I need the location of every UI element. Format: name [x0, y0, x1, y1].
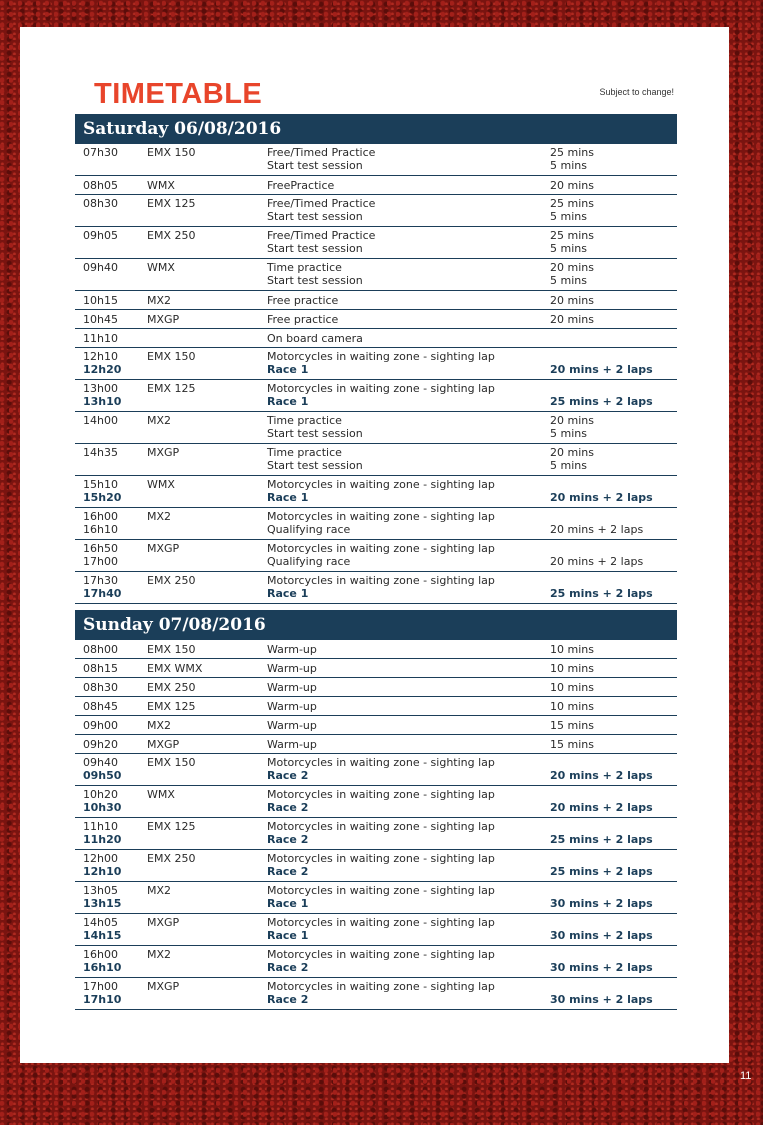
start-time: 08h15 — [83, 662, 118, 675]
activity-cell — [267, 146, 375, 172]
activity-line: Motorcycles in waiting zone - sighting lap — [267, 948, 495, 961]
table-row — [75, 735, 677, 754]
start-time: 16h00 — [83, 510, 118, 523]
duration-cell: 25 mins + 2 laps — [550, 587, 653, 600]
duration-line: 15 mins — [550, 719, 594, 732]
activity-cell — [267, 916, 495, 942]
table-row — [75, 572, 677, 604]
sunday-rows — [75, 640, 677, 1010]
table-row — [75, 882, 677, 914]
duration-line: 10 mins — [550, 681, 594, 694]
duration-line: 25 mins — [550, 146, 594, 159]
class-cell: EMX 125 — [147, 197, 196, 210]
activity-line: Time practice — [267, 261, 342, 274]
activity-cell — [267, 788, 495, 814]
time-cell — [83, 738, 118, 751]
duration-cell: 25 mins + 2 laps — [550, 395, 653, 408]
activity-sub-line: Race 1 — [267, 395, 309, 408]
activity-cell — [267, 350, 495, 376]
start-time: 08h00 — [83, 643, 118, 656]
activity-cell — [267, 884, 495, 910]
activity-cell — [267, 414, 363, 440]
time-cell — [83, 197, 118, 210]
duration-cell — [550, 313, 594, 326]
activity-cell — [267, 681, 317, 694]
start-time: 11h10 — [83, 332, 118, 345]
race-start-time: 12h10 — [83, 865, 122, 878]
activity-sub-line: Race 2 — [267, 865, 309, 878]
table-row — [75, 508, 677, 540]
activity-sub-line: Race 1 — [267, 491, 309, 504]
class-cell: MX2 — [147, 884, 172, 897]
duration-cell: 30 mins + 2 laps — [550, 897, 653, 910]
time-cell — [83, 446, 118, 459]
activity-cell — [267, 446, 363, 472]
duration-line: 25 mins — [550, 229, 594, 242]
table-row — [75, 786, 677, 818]
duration-cell — [550, 146, 594, 172]
time-cell — [83, 948, 121, 974]
activity-cell — [267, 738, 317, 751]
race-start-time: 16h10 — [83, 523, 118, 536]
duration-cell — [550, 446, 594, 472]
time-cell — [83, 884, 121, 910]
activity-sub-line: Race 2 — [267, 993, 309, 1006]
activity-cell — [267, 294, 338, 307]
activity-line: Motorcycles in waiting zone - sighting lap — [267, 574, 495, 587]
activity-line: Free practice — [267, 294, 339, 307]
activity-line: Free/Timed Practice — [267, 146, 376, 159]
time-cell — [83, 146, 118, 159]
table-row — [75, 659, 677, 678]
class-cell: MX2 — [147, 510, 172, 523]
class-cell: EMX 150 — [147, 350, 196, 363]
duration-sub-line: 5 mins — [550, 159, 587, 172]
activity-cell — [267, 662, 317, 675]
class-cell: EMX 150 — [147, 146, 196, 159]
activity-sub-line: Race 2 — [267, 769, 309, 782]
class-cell: MXGP — [147, 980, 180, 993]
table-row — [75, 476, 677, 508]
duration-cell: 25 mins + 2 laps — [550, 833, 653, 846]
start-time: 08h45 — [83, 700, 118, 713]
activity-line: Time practice — [267, 446, 342, 459]
duration-cell — [550, 414, 594, 440]
duration-cell — [550, 662, 594, 675]
class-cell: MXGP — [147, 542, 180, 555]
activity-cell — [267, 313, 338, 326]
activity-cell — [267, 197, 375, 223]
activity-cell — [267, 510, 495, 536]
activity-sub-line: Qualifying race — [267, 555, 351, 568]
start-time: 10h15 — [83, 294, 118, 307]
time-cell — [83, 510, 118, 536]
duration-cell — [550, 229, 594, 255]
duration-sub-line: 5 mins — [550, 210, 587, 223]
activity-cell — [267, 719, 317, 732]
activity-line: Warm-up — [267, 662, 317, 675]
activity-line: Motorcycles in waiting zone - sighting lap — [267, 478, 495, 491]
activity-sub-line: Race 2 — [267, 833, 309, 846]
table-row — [75, 329, 677, 348]
activity-line: On board camera — [267, 332, 363, 345]
class-cell: WMX — [147, 788, 175, 801]
class-cell: MXGP — [147, 738, 180, 751]
activity-line: Time practice — [267, 414, 342, 427]
table-row — [75, 697, 677, 716]
duration-cell: 30 mins + 2 laps — [550, 961, 653, 974]
activity-sub-line: Start test session — [267, 427, 363, 440]
start-time: 16h00 — [83, 948, 118, 961]
start-time: 09h40 — [83, 756, 118, 769]
class-cell: EMX 150 — [147, 756, 196, 769]
table-row — [75, 176, 677, 195]
start-time: 07h30 — [83, 146, 118, 159]
activity-cell — [267, 756, 495, 782]
duration-cell: 30 mins + 2 laps — [550, 993, 653, 1006]
class-cell: MXGP — [147, 916, 180, 929]
table-row — [75, 144, 677, 176]
start-time: 15h10 — [83, 478, 118, 491]
class-cell: MXGP — [147, 313, 180, 326]
start-time: 10h20 — [83, 788, 118, 801]
time-cell — [83, 980, 121, 1006]
race-start-time: 16h10 — [83, 961, 122, 974]
table-row — [75, 946, 677, 978]
class-cell: EMX WMX — [147, 662, 203, 675]
time-cell — [83, 643, 118, 656]
table-row — [75, 818, 677, 850]
saturday-section — [75, 114, 677, 604]
time-cell — [83, 788, 121, 814]
time-cell — [83, 756, 121, 782]
saturday-rows — [75, 144, 677, 604]
duration-cell — [550, 681, 594, 694]
time-cell — [83, 681, 118, 694]
duration-cell — [550, 719, 594, 732]
activity-cell — [267, 382, 495, 408]
duration-line: 20 mins — [550, 294, 594, 307]
activity-sub-line: Start test session — [267, 459, 363, 472]
class-cell: EMX 125 — [147, 820, 196, 833]
class-cell: MX2 — [147, 414, 172, 427]
race-start-time: 15h20 — [83, 491, 122, 504]
class-cell: MXGP — [147, 446, 180, 459]
start-time: 14h05 — [83, 916, 118, 929]
class-cell: WMX — [147, 179, 175, 192]
duration-cell — [550, 643, 594, 656]
table-row — [75, 640, 677, 659]
duration-line: 20 mins — [550, 261, 594, 274]
activity-line: Motorcycles in waiting zone - sighting lap — [267, 916, 495, 929]
start-time: 10h45 — [83, 313, 118, 326]
activity-cell — [267, 179, 334, 192]
table-row — [75, 259, 677, 291]
duration-line: 20 mins — [550, 313, 594, 326]
time-cell — [83, 229, 118, 242]
start-time: 17h30 — [83, 574, 118, 587]
table-row — [75, 310, 677, 329]
activity-sub-line: Race 2 — [267, 801, 309, 814]
activity-line: FreePractice — [267, 179, 335, 192]
saturday-heading: Saturday 06/08/2016 — [75, 114, 677, 144]
time-cell — [83, 350, 121, 376]
time-cell — [83, 820, 121, 846]
activity-cell — [267, 948, 495, 974]
start-time: 14h00 — [83, 414, 118, 427]
class-cell: EMX 250 — [147, 229, 196, 242]
start-time: 08h30 — [83, 197, 118, 210]
activity-line: Warm-up — [267, 719, 317, 732]
table-row — [75, 914, 677, 946]
activity-cell — [267, 980, 495, 1006]
race-start-time: 14h15 — [83, 929, 122, 942]
race-start-time: 13h10 — [83, 395, 122, 408]
race-start-time: 17h10 — [83, 993, 122, 1006]
table-row — [75, 291, 677, 310]
time-cell — [83, 478, 121, 504]
race-start-time: 17h00 — [83, 555, 118, 568]
time-cell — [83, 574, 121, 600]
activity-line: Warm-up — [267, 700, 317, 713]
duration-line: 20 mins — [550, 446, 594, 459]
start-time: 13h00 — [83, 382, 118, 395]
activity-cell — [267, 542, 495, 568]
table-row — [75, 412, 677, 444]
duration-line: 20 mins — [550, 414, 594, 427]
page-number: 11 — [740, 1070, 752, 1082]
duration-cell: 20 mins + 2 laps — [550, 769, 653, 782]
sunday-section — [75, 610, 677, 1010]
start-time: 09h40 — [83, 261, 118, 274]
activity-line: Motorcycles in waiting zone - sighting lap — [267, 350, 495, 363]
activity-line: Motorcycles in waiting zone - sighting lap — [267, 510, 495, 523]
start-time: 12h10 — [83, 350, 118, 363]
class-cell: EMX 125 — [147, 382, 196, 395]
duration-cell — [550, 738, 594, 751]
time-cell — [83, 662, 118, 675]
class-cell: WMX — [147, 478, 175, 491]
activity-cell — [267, 852, 495, 878]
duration-cell: 20 mins + 2 laps — [550, 491, 653, 504]
activity-cell — [267, 229, 375, 255]
activity-sub-line: Start test session — [267, 274, 363, 287]
activity-cell — [267, 478, 495, 504]
activity-cell — [267, 700, 317, 713]
start-time: 14h35 — [83, 446, 118, 459]
duration-cell — [550, 179, 594, 192]
duration-cell: 20 mins + 2 laps — [550, 523, 644, 536]
activity-line: Motorcycles in waiting zone - sighting lap — [267, 756, 495, 769]
start-time: 12h00 — [83, 852, 118, 865]
activity-line: Motorcycles in waiting zone - sighting lap — [267, 788, 495, 801]
activity-sub-line: Race 1 — [267, 929, 309, 942]
activity-sub-line: Start test session — [267, 159, 363, 172]
start-time: 08h30 — [83, 681, 118, 694]
duration-cell — [550, 261, 594, 287]
duration-cell — [550, 294, 594, 307]
start-time: 09h00 — [83, 719, 118, 732]
table-row — [75, 678, 677, 697]
activity-sub-line: Race 1 — [267, 587, 309, 600]
duration-line: 20 mins — [550, 179, 594, 192]
time-cell — [83, 719, 118, 732]
duration-cell: 25 mins + 2 laps — [550, 865, 653, 878]
time-cell — [83, 332, 118, 345]
class-cell: EMX 125 — [147, 700, 196, 713]
race-start-time: 17h40 — [83, 587, 122, 600]
table-row — [75, 227, 677, 259]
activity-cell — [267, 820, 495, 846]
duration-line: 10 mins — [550, 643, 594, 656]
time-cell — [83, 313, 118, 326]
start-time: 09h05 — [83, 229, 118, 242]
activity-sub-line: Start test session — [267, 242, 363, 255]
class-cell: EMX 250 — [147, 852, 196, 865]
activity-line: Warm-up — [267, 681, 317, 694]
duration-sub-line: 5 mins — [550, 274, 587, 287]
activity-line: Motorcycles in waiting zone - sighting lap — [267, 884, 495, 897]
table-row — [75, 195, 677, 227]
activity-line: Free/Timed Practice — [267, 197, 376, 210]
table-row — [75, 754, 677, 786]
race-start-time: 09h50 — [83, 769, 122, 782]
class-cell: WMX — [147, 261, 175, 274]
activity-line: Motorcycles in waiting zone - sighting lap — [267, 382, 495, 395]
table-row — [75, 444, 677, 476]
start-time: 09h20 — [83, 738, 118, 751]
table-row — [75, 380, 677, 412]
time-cell — [83, 916, 121, 942]
duration-cell: 20 mins + 2 laps — [550, 363, 653, 376]
start-time: 11h10 — [83, 820, 118, 833]
table-row — [75, 716, 677, 735]
activity-sub-line: Qualifying race — [267, 523, 351, 536]
sunday-heading: Sunday 07/08/2016 — [75, 610, 677, 640]
duration-sub-line: 5 mins — [550, 427, 587, 440]
activity-line: Motorcycles in waiting zone - sighting lap — [267, 820, 495, 833]
activity-cell — [267, 574, 495, 600]
activity-line: Free/Timed Practice — [267, 229, 376, 242]
duration-line: 25 mins — [550, 197, 594, 210]
class-cell: EMX 250 — [147, 574, 196, 587]
duration-line: 10 mins — [550, 662, 594, 675]
time-cell — [83, 542, 118, 568]
activity-cell — [267, 261, 363, 287]
race-start-time: 10h30 — [83, 801, 122, 814]
duration-sub-line: 5 mins — [550, 459, 587, 472]
activity-line: Warm-up — [267, 738, 317, 751]
class-cell: EMX 150 — [147, 643, 196, 656]
activity-line: Motorcycles in waiting zone - sighting lap — [267, 852, 495, 865]
start-time: 08h05 — [83, 179, 118, 192]
duration-line: 10 mins — [550, 700, 594, 713]
class-cell: MX2 — [147, 294, 172, 307]
start-time: 13h05 — [83, 884, 118, 897]
time-cell — [83, 261, 118, 274]
table-row — [75, 850, 677, 882]
duration-cell: 20 mins + 2 laps — [550, 801, 653, 814]
activity-line: Warm-up — [267, 643, 317, 656]
activity-sub-line: Race 2 — [267, 961, 309, 974]
time-cell — [83, 700, 118, 713]
duration-sub-line: 5 mins — [550, 242, 587, 255]
activity-line: Motorcycles in waiting zone - sighting lap — [267, 542, 495, 555]
table-row — [75, 348, 677, 380]
class-cell: EMX 250 — [147, 681, 196, 694]
race-start-time: 13h15 — [83, 897, 122, 910]
race-start-time: 11h20 — [83, 833, 122, 846]
class-cell: MX2 — [147, 948, 172, 961]
activity-cell — [267, 643, 317, 656]
start-time: 17h00 — [83, 980, 118, 993]
start-time: 16h50 — [83, 542, 118, 555]
page-title: TIMETABLE — [94, 78, 263, 110]
table-row — [75, 540, 677, 572]
duration-cell — [550, 197, 594, 223]
time-cell — [83, 294, 118, 307]
duration-cell — [550, 700, 594, 713]
race-start-time: 12h20 — [83, 363, 122, 376]
subject-to-change-note: Subject to change! — [599, 87, 674, 97]
duration-line: 15 mins — [550, 738, 594, 751]
timetable-page — [20, 27, 729, 1063]
class-cell: MX2 — [147, 719, 172, 732]
duration-cell: 20 mins + 2 laps — [550, 555, 644, 568]
time-cell — [83, 179, 118, 192]
activity-line: Free practice — [267, 313, 339, 326]
time-cell — [83, 382, 121, 408]
duration-cell: 30 mins + 2 laps — [550, 929, 653, 942]
activity-sub-line: Start test session — [267, 210, 363, 223]
time-cell — [83, 414, 118, 427]
activity-sub-line: Race 1 — [267, 363, 309, 376]
time-cell — [83, 852, 121, 878]
activity-line: Motorcycles in waiting zone - sighting lap — [267, 980, 495, 993]
activity-cell — [267, 332, 363, 345]
table-row — [75, 978, 677, 1010]
activity-sub-line: Race 1 — [267, 897, 309, 910]
